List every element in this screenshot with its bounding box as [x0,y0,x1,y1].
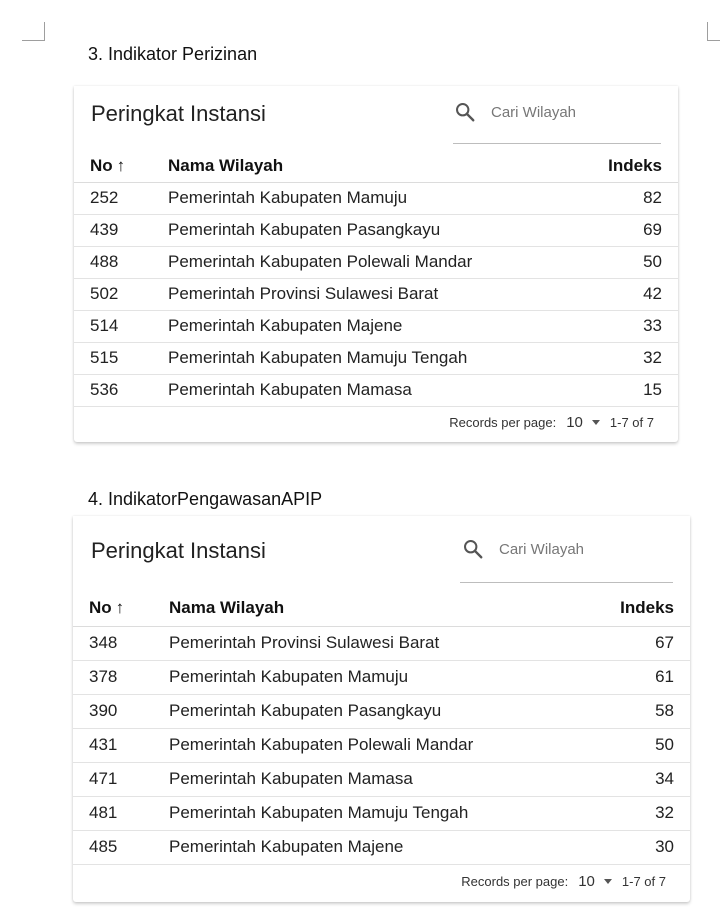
cell-index: 32 [581,796,690,830]
table-row[interactable] [73,830,690,864]
cell-no: 481 [73,796,153,830]
cell-index: 33 [572,310,678,342]
cell-region-name: Pemerintah Kabupaten Mamasa [153,762,581,796]
cell-no: 390 [73,694,153,728]
section-heading: 3. Indikator Perizinan [88,44,258,64]
search-icon[interactable] [454,101,476,123]
table-row[interactable] [73,626,690,660]
cell-index: 82 [572,182,678,214]
cell-region-name: Pemerintah Kabupaten Majene [152,310,572,342]
ranking-card [74,86,678,442]
cell-region-name: Pemerintah Kabupaten Mamuju Tengah [153,796,581,830]
column-header-no[interactable]: No ↑ [74,150,152,182]
card-title: Peringkat Instansi [91,101,266,126]
pagination-range: 1-7 of 7 [609,415,654,430]
column-header-index[interactable]: Indeks [572,150,678,182]
cell-region-name: Pemerintah Kabupaten Polewali Mandar [153,728,581,762]
table-row[interactable] [73,762,690,796]
table-row[interactable] [73,660,690,694]
records-per-page-label: Records per page: [461,874,569,889]
cell-index: 69 [572,214,678,246]
ranking-card [73,516,690,902]
table-row[interactable] [74,182,678,214]
column-header-name[interactable]: Nama Wilayah [152,150,572,182]
table-row[interactable] [74,246,678,278]
cell-index: 30 [581,830,690,864]
records-per-page-label: Records per page: [449,415,557,430]
sort-arrow-up-icon[interactable]: ↑ [116,155,126,175]
cell-region-name: Pemerintah Kabupaten Pasangkayu [153,694,581,728]
cell-no: 536 [74,374,152,406]
cell-region-name: Pemerintah Kabupaten Polewali Mandar [152,246,572,278]
cell-region-name: Pemerintah Kabupaten Mamuju [153,660,581,694]
cell-no: 471 [73,762,153,796]
column-header-no[interactable]: No ↑ [73,590,153,626]
cell-no: 252 [74,182,152,214]
cell-no: 488 [74,246,152,278]
cell-no: 514 [74,310,152,342]
card-title: Peringkat Instansi [91,538,266,563]
table-footer [449,414,654,431]
cell-no: 502 [74,278,152,310]
cell-index: 15 [572,374,678,406]
cell-index: 50 [572,246,678,278]
table-row[interactable] [74,374,678,406]
section-heading: 4. IndikatorPengawasanAPIP [88,489,323,509]
cell-index: 42 [572,278,678,310]
cell-no: 439 [74,214,152,246]
ranking-table [73,590,690,865]
search-input[interactable] [499,539,669,559]
cell-region-name: Pemerintah Kabupaten Majene [153,830,581,864]
table-row[interactable] [74,342,678,374]
search-icon[interactable] [462,538,484,560]
table-row[interactable] [74,278,678,310]
cell-index: 50 [581,728,690,762]
pagination-range: 1-7 of 7 [621,874,666,889]
cell-region-name: Pemerintah Kabupaten Mamuju [152,182,572,214]
sort-arrow-up-icon[interactable]: ↑ [115,597,125,617]
cell-region-name: Pemerintah Provinsi Sulawesi Barat [153,626,581,660]
search-underline [460,582,673,583]
dropdown-caret-icon[interactable] [592,420,600,425]
cell-index: 32 [572,342,678,374]
search-input[interactable] [491,102,661,122]
table-row[interactable] [73,728,690,762]
cell-no: 431 [73,728,153,762]
cell-region-name: Pemerintah Kabupaten Mamuju Tengah [152,342,572,374]
table-row[interactable] [73,694,690,728]
column-header-name[interactable]: Nama Wilayah [153,590,581,626]
page-corner-mark-left [22,22,45,41]
records-per-page-select[interactable]: 10 [578,873,595,890]
table-row[interactable] [74,214,678,246]
cell-index: 61 [581,660,690,694]
ranking-table [74,150,678,407]
cell-region-name: Pemerintah Kabupaten Pasangkayu [152,214,572,246]
table-header-row [73,590,690,626]
cell-no: 485 [73,830,153,864]
cell-no: 348 [73,626,153,660]
table-row[interactable] [73,796,690,830]
cell-no: 378 [73,660,153,694]
cell-index: 58 [581,694,690,728]
table-header-row [74,150,678,182]
cell-region-name: Pemerintah Provinsi Sulawesi Barat [152,278,572,310]
cell-index: 34 [581,762,690,796]
cell-region-name: Pemerintah Kabupaten Mamasa [152,374,572,406]
dropdown-caret-icon[interactable] [604,879,612,884]
records-per-page-select[interactable]: 10 [566,414,583,431]
column-header-index[interactable]: Indeks [581,590,690,626]
page-corner-mark-right [707,22,720,41]
cell-no: 515 [74,342,152,374]
search-underline [453,143,661,144]
table-footer [461,873,666,890]
cell-index: 67 [581,626,690,660]
table-row[interactable] [74,310,678,342]
